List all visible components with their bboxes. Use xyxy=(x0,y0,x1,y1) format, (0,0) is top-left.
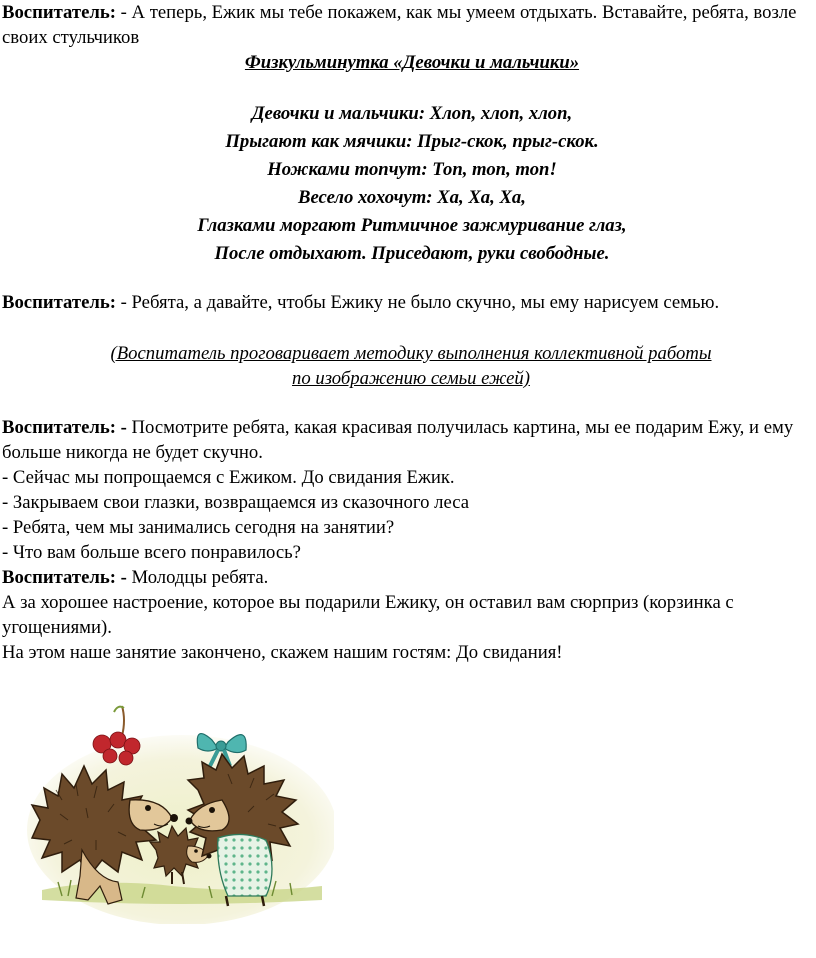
method-note xyxy=(2,341,814,391)
paragraph-surprise: А за хорошее настроение, которое вы подарили Ежику, он оставил вам сюрприз (корзинка с угощениями). xyxy=(2,592,734,638)
note-line: по изображению семьи ежей) xyxy=(292,368,530,389)
hedgehog-family-illustration xyxy=(22,700,334,924)
dialogue-line: - Что вам больше всего понравилось? xyxy=(2,542,301,563)
exercise-title: Физкульминутка «Девочки и мальчики» xyxy=(244,52,580,73)
speaker-label: Воспитатель: xyxy=(2,292,116,313)
paragraph-farewell: На этом наше занятие закончено, скажем нашим гостям: До свидания! xyxy=(2,642,563,663)
hedgehog-illustration-svg xyxy=(22,700,334,924)
speaker-label: Воспитатель: - xyxy=(2,567,127,588)
document-page xyxy=(2,0,814,665)
poem-line: Прыгают как мячики: Прыг-скок, прыг-скок. xyxy=(225,131,599,152)
poem-block xyxy=(2,100,814,268)
paragraph-picture xyxy=(2,415,814,465)
dialogue-line: - Сейчас мы попрощаемся с Ежиком. До свидания Ежик. xyxy=(2,467,455,488)
paragraph-family xyxy=(2,290,814,315)
poem-line: После отдыхают. Приседают, руки свободные. xyxy=(214,243,610,264)
dialogue-line: - Ребята, чем мы занимались сегодня на занятии? xyxy=(2,517,395,538)
paragraph-praise xyxy=(2,565,814,590)
dialogue-line: - Закрываем свои глазки, возвращаемся из сказочного леса xyxy=(2,492,470,513)
poem-line: Глазками моргают Ритмичное зажмуривание глаз, xyxy=(197,215,627,236)
paragraph-intro xyxy=(2,0,814,50)
paragraph-text: Молодцы ребята. xyxy=(126,567,269,588)
note-line: (Воспитатель проговаривает методику выполнения коллективной работы xyxy=(110,343,712,364)
paragraph-text: Посмотрите ребята, какая красивая получилась картина, мы ее подарим Ежу, и ему больше никогда не будет скучно. xyxy=(2,417,794,463)
poem-line: Девочки и мальчики: Хлоп, хлоп, хлоп, xyxy=(251,103,573,124)
speaker-label: Воспитатель: xyxy=(2,2,116,23)
paragraph-text: - Ребята, а давайте, чтобы Ежику не было скучно, мы ему нарисуем семью. xyxy=(115,292,720,313)
paragraph-text: - А теперь, Ежик мы тебе покажем, как мы умеем отдыхать. Вставайте, ребята, возле своих стульчиков xyxy=(2,2,797,48)
speaker-label: Воспитатель: - xyxy=(2,417,127,438)
poem-line: Ножками топчут: Топ, топ, топ! xyxy=(267,159,557,180)
poem-line: Весело хохочут: Ха, Ха, Ха, xyxy=(298,187,526,208)
